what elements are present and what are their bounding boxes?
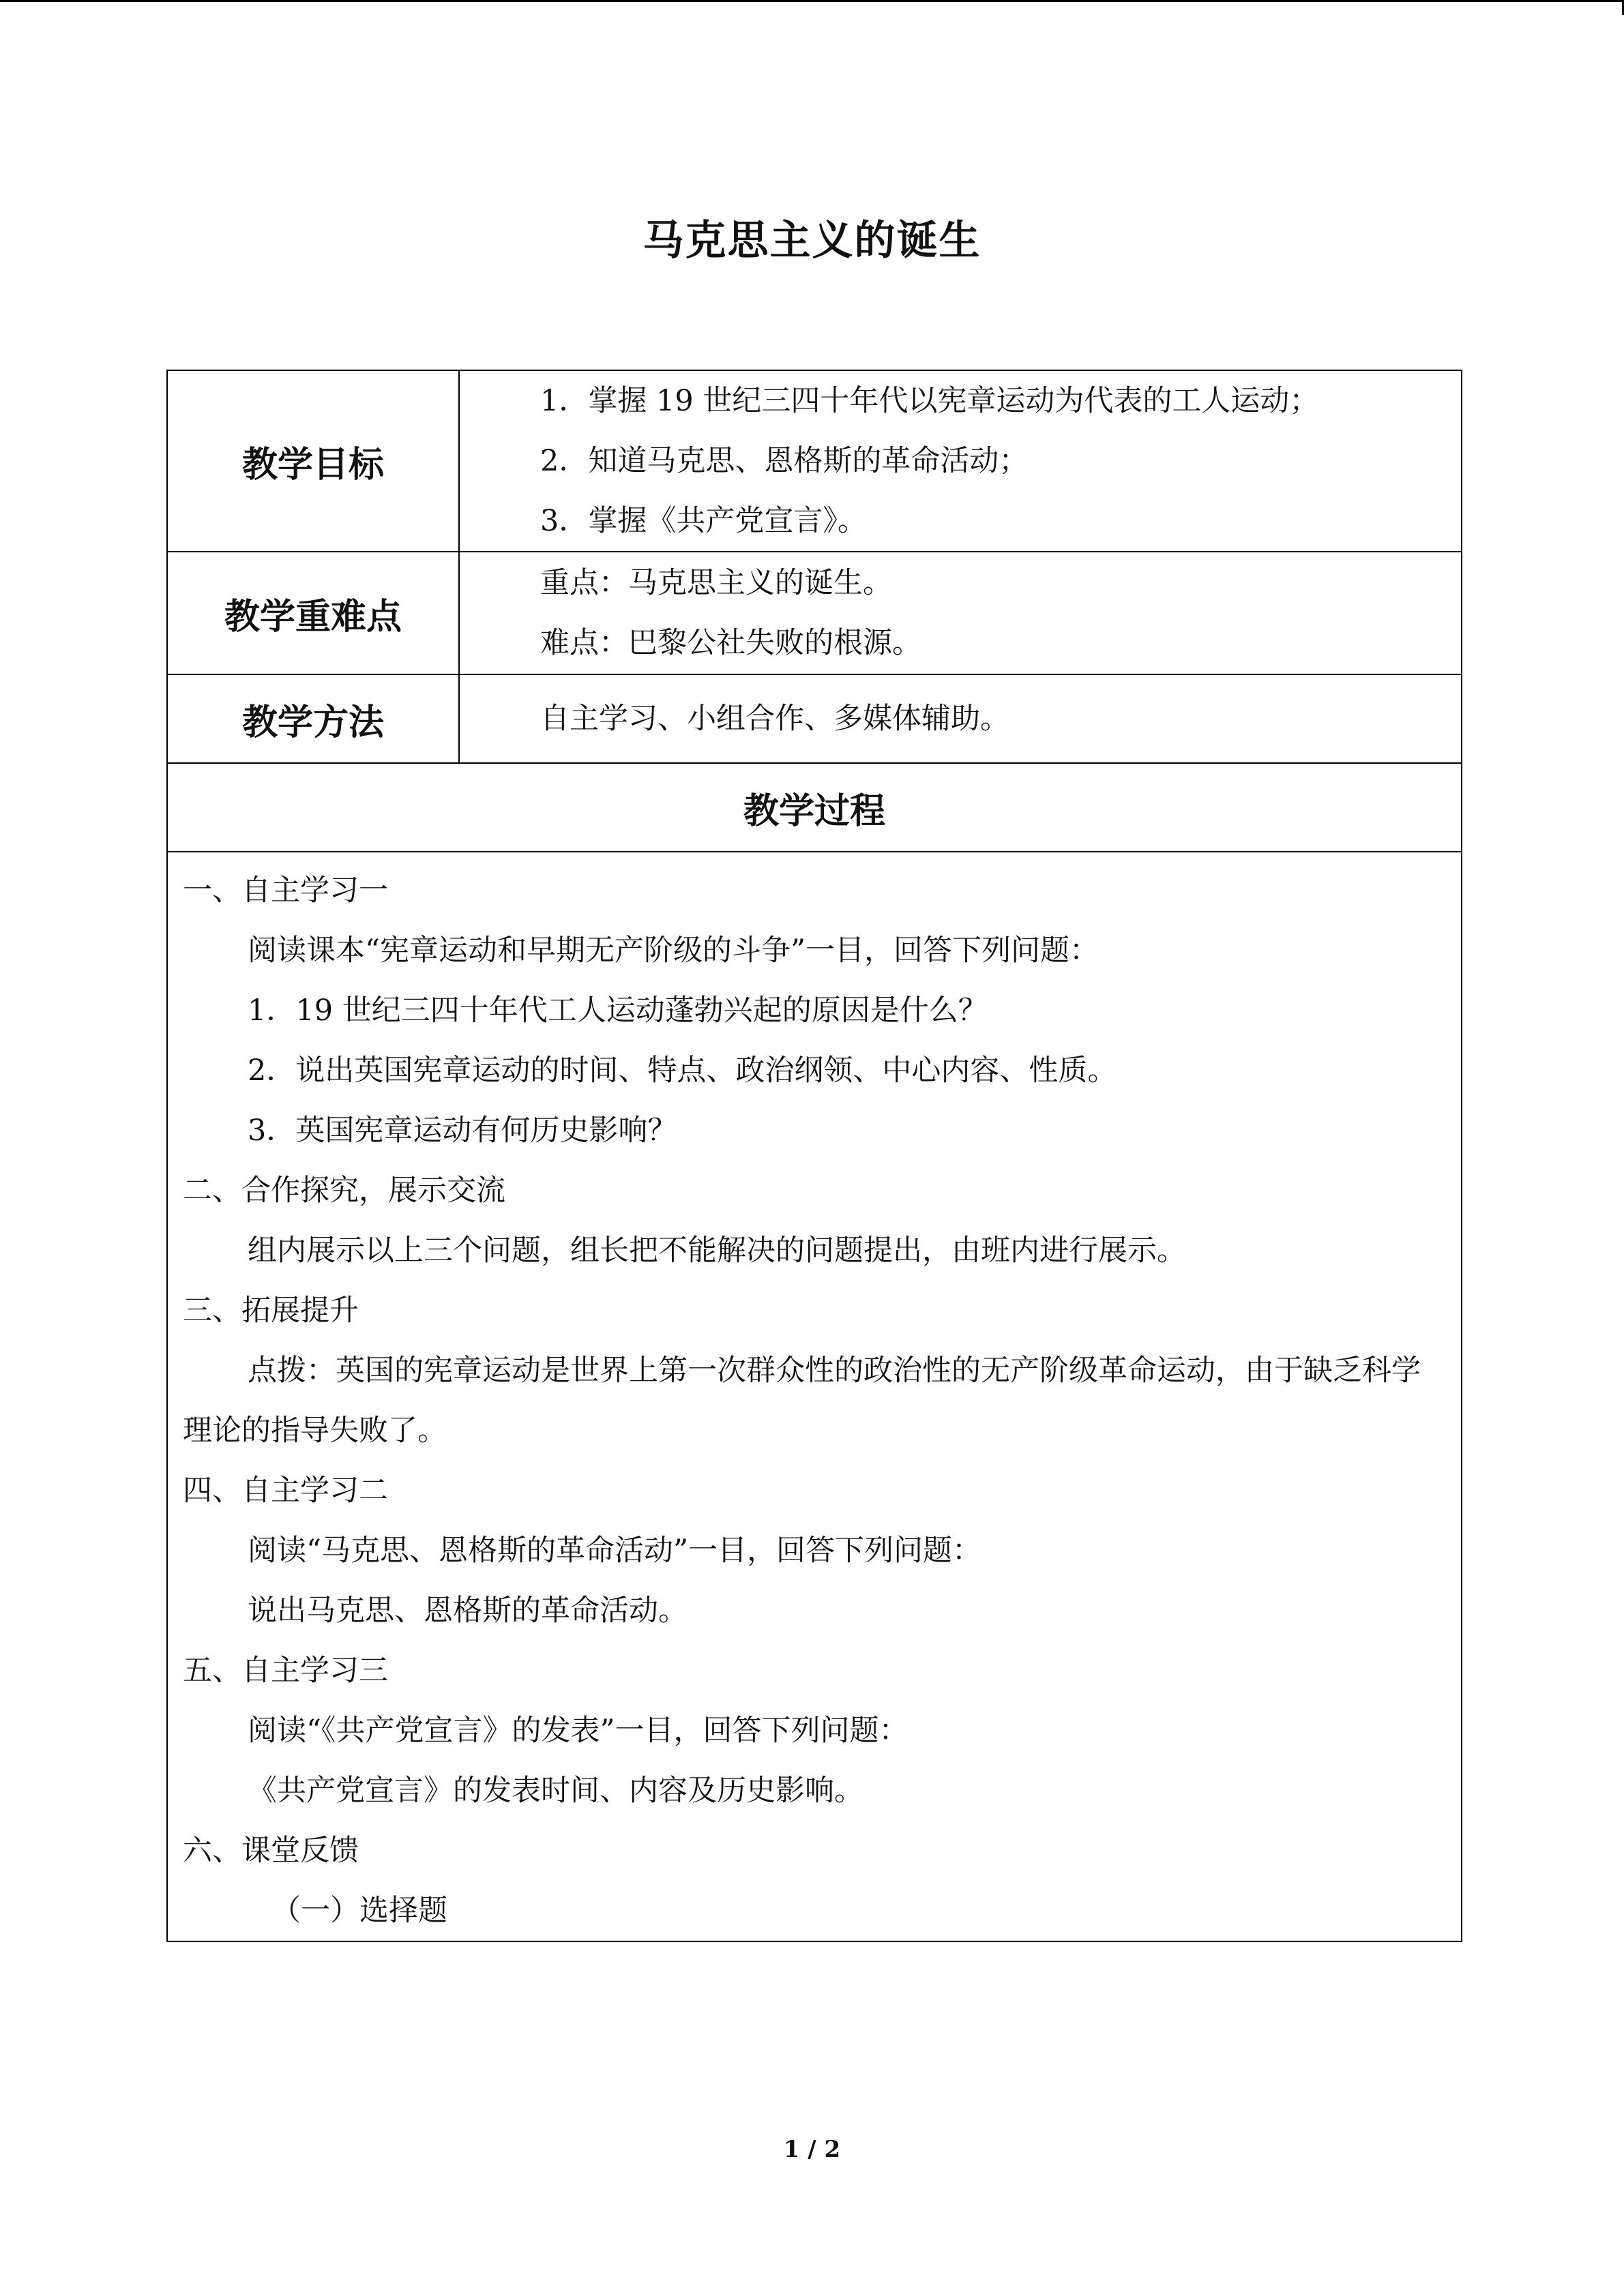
question-item: 2．说出英国宪章运动的时间、特点、政治纲领、中心内容、性质。: [248, 1054, 1117, 1088]
process-heading-row: [167, 763, 1462, 852]
question-item: 3．英国宪章运动有何历史影响？: [248, 1114, 677, 1148]
section-heading: 六、课堂反馈: [183, 1834, 359, 1868]
objectives-label: 教学目标: [167, 370, 459, 552]
subsection-heading: （一）选择题: [271, 1894, 447, 1928]
top-border-line: [0, 0, 1624, 2]
document-title: 马克思主义的诞生: [643, 217, 981, 265]
objective-item: 1．掌握 19 世纪三四十年代以宪章运动为代表的工人运动；: [540, 384, 1319, 418]
key-points-label: 教学重难点: [167, 552, 459, 674]
process-line: 说出马克思、恩格斯的革命活动。: [248, 1594, 688, 1628]
section-heading: 五、自主学习三: [183, 1654, 388, 1688]
key-points-content: [459, 552, 1462, 674]
page-number: 1 / 2: [783, 2136, 841, 2163]
process-line: 阅读“《共产党宣言》的发表”一目，回答下列问题：: [248, 1714, 909, 1748]
process-line: 阅读课本“宪章运动和早期无产阶级的斗争”一目，回答下列问题：: [248, 934, 1099, 968]
key-point-item: 重点：马克思主义的诞生。: [540, 566, 892, 600]
methods-label: 教学方法: [167, 674, 459, 763]
process-body-row: [167, 852, 1462, 1941]
process-line: 组内展示以上三个问题，组长把不能解决的问题提出，由班内进行展示。: [248, 1234, 1186, 1268]
guidance-paragraph: 点拨：英国的宪章运动是世界上第一次群众性的政治性的无产阶级革命运动，由于缺乏科学理论的指导失败了。: [183, 1354, 1421, 1448]
objectives-content: [459, 370, 1462, 552]
process-content: [167, 852, 1462, 1941]
objective-item: 3．掌握《共产党宣言》。: [540, 504, 867, 538]
methods-content: 自主学习、小组合作、多媒体辅助。: [459, 674, 1462, 763]
process-line: 《共产党宣言》的发表时间、内容及历史影响。: [248, 1774, 863, 1808]
difficult-point-item: 难点：巴黎公社失败的根源。: [540, 626, 921, 660]
section-heading: 二、合作探究，展示交流: [183, 1174, 505, 1208]
key-points-row: [167, 552, 1462, 674]
methods-row: [167, 674, 1462, 763]
objective-item: 2．知道马克思、恩格斯的革命活动；: [540, 444, 1029, 478]
process-line: 阅读“马克思、恩格斯的革命活动”一目，回答下列问题：: [248, 1534, 981, 1568]
objectives-row: [167, 370, 1462, 552]
section-heading: 一、自主学习一: [183, 874, 388, 908]
section-heading: 四、自主学习二: [183, 1474, 388, 1508]
process-heading: 教学过程: [167, 763, 1462, 852]
section-heading: 三、拓展提升: [183, 1294, 359, 1328]
lesson-plan-table: [166, 370, 1462, 1942]
question-item: 1．19 世纪三四十年代工人运动蓬勃兴起的原因是什么？: [248, 994, 988, 1028]
